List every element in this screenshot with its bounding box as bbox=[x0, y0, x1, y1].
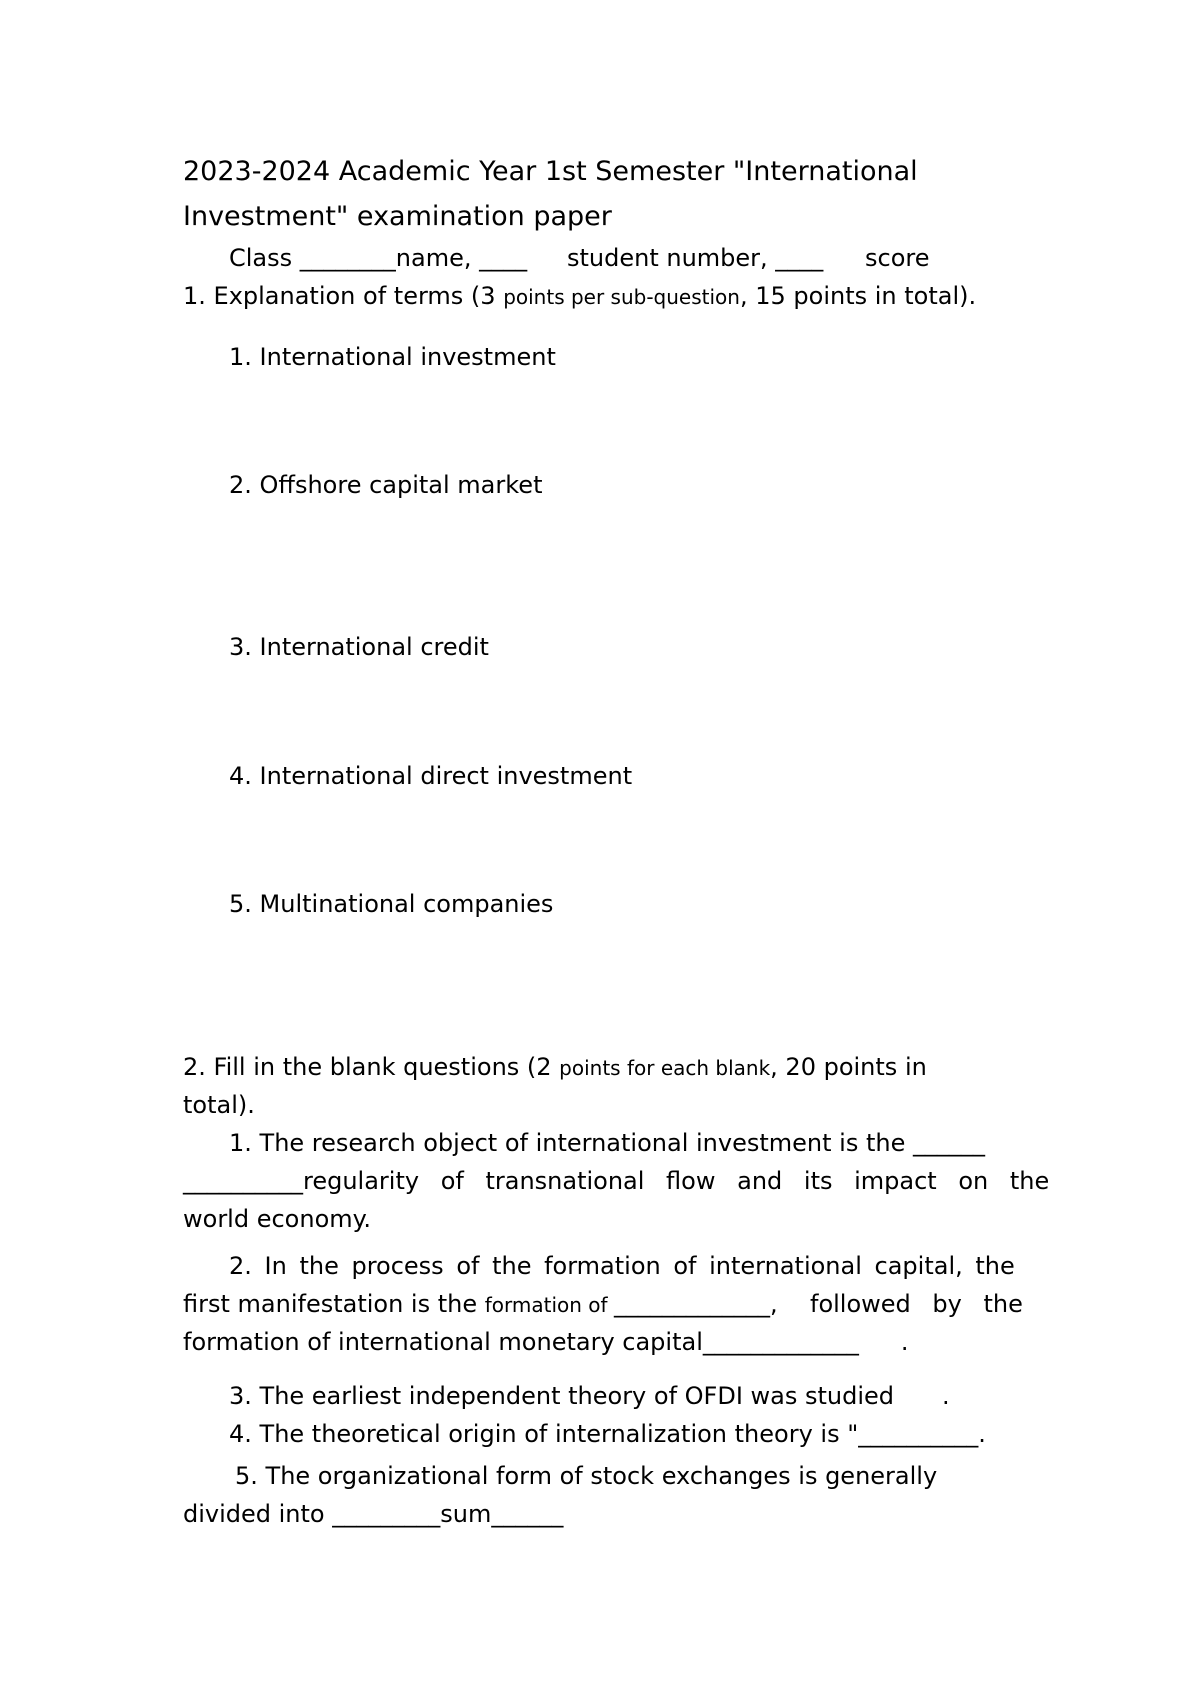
fill-q3-b: . bbox=[942, 1382, 950, 1410]
section2-heading-b: , 20 points in bbox=[770, 1053, 927, 1081]
fill-q2-line3-b: . bbox=[900, 1328, 909, 1356]
fill-q2-line1: 2. In the process of the formation of international capital, the bbox=[229, 1252, 1015, 1280]
fill-q1-line1: 1. The research object of international investment is the ______ bbox=[229, 1129, 985, 1157]
section1-heading-small: points per sub-question bbox=[503, 285, 740, 309]
fill-q2-line2 bbox=[183, 1288, 778, 1321]
fill-q4: 4. The theoretical origin of internalization theory is "__________. bbox=[229, 1420, 986, 1448]
term-item-2: 2. Offshore capital market bbox=[229, 471, 543, 499]
section2-heading-line2: total). bbox=[183, 1091, 255, 1119]
fill-q2-line3 bbox=[183, 1326, 909, 1358]
class-name-field: Class ________name, ____ bbox=[229, 244, 528, 272]
term-item-4: 4. International direct investment bbox=[229, 762, 633, 790]
score-field: score bbox=[865, 244, 930, 272]
fill-q2-line3-a: formation of international monetary capital_____________ bbox=[183, 1328, 859, 1356]
section2-heading bbox=[183, 1051, 927, 1084]
fill-q2-line2-small: formation of bbox=[484, 1293, 614, 1317]
section2-heading-a: 2. Fill in the blank questions (2 bbox=[183, 1053, 560, 1081]
fill-q1-line3: world economy. bbox=[183, 1205, 372, 1233]
fill-q2-line2-b: _____________, bbox=[613, 1290, 778, 1318]
fill-q2-line2-c: followed by the bbox=[810, 1290, 1023, 1318]
fill-q2-line2-a: first manifestation is the bbox=[183, 1290, 485, 1318]
section1-heading-b: , 15 points in total). bbox=[739, 282, 977, 310]
term-item-5: 5. Multinational companies bbox=[229, 890, 554, 918]
fill-q3 bbox=[229, 1380, 950, 1412]
section2-heading-small: points for each blank bbox=[559, 1056, 771, 1080]
term-item-3: 3. International credit bbox=[229, 633, 489, 661]
section1-heading-a: 1. Explanation of terms (3 bbox=[183, 282, 504, 310]
student-number-field: student number, ____ bbox=[567, 244, 824, 272]
section1-heading bbox=[183, 280, 976, 313]
fill-q1-line2: __________regularity of transnational flow and its impact on the bbox=[183, 1167, 1050, 1195]
term-item-1: 1. International investment bbox=[229, 343, 556, 371]
paper-title-line2: Investment" examination paper bbox=[183, 201, 612, 232]
paper-title-line1: 2023-2024 Academic Year 1st Semester "International bbox=[183, 156, 918, 187]
fill-q5-line2: divided into _________sum______ bbox=[183, 1500, 564, 1528]
fill-q5-line1: 5. The organizational form of stock exchanges is generally bbox=[235, 1462, 938, 1490]
fill-q3-a: 3. The earliest independent theory of OFDI was studied bbox=[229, 1382, 895, 1410]
